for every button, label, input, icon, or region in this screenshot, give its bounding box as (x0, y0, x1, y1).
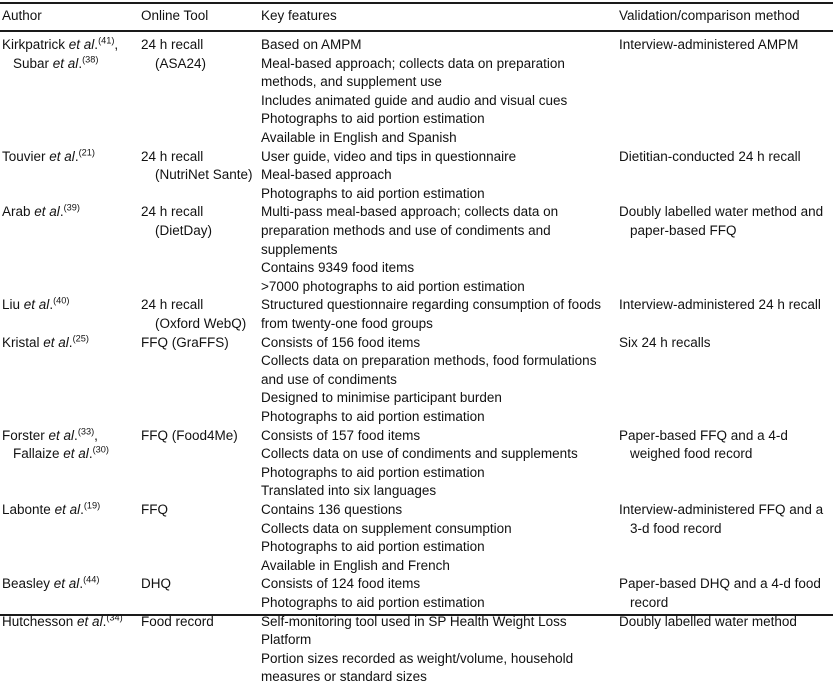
cell-key-features-line: Collects data on use of condiments and supplements (261, 446, 578, 462)
cell-validation-line: Paper-based FFQ and a 4-d (619, 427, 788, 443)
cell-validation-line: weighed food record (630, 446, 753, 462)
cell-key-features-line: from twenty-one food groups (261, 316, 433, 331)
cell-online-tool-line: (NutriNet Sante) (155, 167, 253, 183)
cell-key-features-line: User guide, video and tips in questionnaire (261, 148, 517, 164)
cell-key-features-line: Platform (261, 632, 312, 648)
cell-online-tool-line: 24 h recall (141, 148, 204, 164)
cell-author-line: Arab et al.$^{(39)}$ (2, 202, 80, 220)
cell-author-line: Beasley et al.$^{(44)}$ (2, 574, 100, 592)
cell-validation-line: Doubly labelled water method and (619, 204, 824, 220)
cell-online-tool-line: 24 h recall (141, 37, 204, 52)
cell-key-features-line: preparation methods and use of condiments and (261, 223, 551, 238)
cell-key-features-line: Portion sizes recorded as weight/volume, household (261, 650, 574, 666)
cell-key-features-line: Contains 136 questions (261, 502, 403, 517)
cell-key-features-line: Meal-based approach (261, 167, 392, 183)
cell-online-tool-line: (ASA24) (155, 55, 207, 71)
cell-key-features-line: Translated into six languages (261, 483, 437, 499)
cell-validation-line: Dietitian-conducted 24 h recall (619, 148, 801, 164)
cell-author-line: Fallaize et al.$^{(30)}$ (13, 444, 109, 462)
cell-key-features-line: Based on AMPM (261, 37, 362, 52)
cell-author-line: Touvier et al.$^{(21)}$ (2, 147, 95, 164)
cell-key-features-line: Structured questionnaire regarding consumption of foods (261, 297, 601, 313)
cell-online-tool-line: DHQ (141, 576, 171, 592)
cell-key-features-line: Contains 9349 food items (261, 260, 415, 276)
cell-key-features-line: Photographs to aid portion estimation (261, 111, 485, 127)
cell-key-features-line: Self-monitoring tool used in SP Health Weight Loss (261, 613, 567, 629)
cell-author-line: Forster et al.$^{(33)}$, (2, 426, 98, 443)
cell-online-tool-line: 24 h recall (141, 297, 204, 313)
cell-key-features-line: Consists of 156 food items (261, 334, 421, 350)
cell-key-features-line: Photographs to aid portion estimation (261, 185, 485, 201)
cell-validation-line: Interview-administered FFQ and a (619, 502, 824, 517)
cell-online-tool-line: Food record (141, 613, 214, 629)
column-header-key-features: Key features (261, 8, 337, 23)
cell-validation-line: paper-based FFQ (630, 223, 737, 238)
cell-key-features-line: Meal-based approach; collects data on preparation (261, 55, 565, 71)
cell-key-features-line: >7000 photographs to aid portion estimation (261, 278, 525, 294)
cell-author-line: Labonte et al.$^{(19)}$ (2, 500, 101, 517)
cell-validation-line: Interview-administered AMPM (619, 37, 799, 52)
cell-validation-line: 3-d food record (630, 520, 722, 536)
column-header-online-tool: Online Tool (141, 8, 209, 23)
cell-online-tool-line: FFQ (Food4Me) (141, 427, 238, 443)
cell-key-features-line: Photographs to aid portion estimation (261, 464, 485, 480)
cell-author-line: Kirkpatrick et al.$^{(41)}$, (2, 35, 119, 52)
cell-author-line: Liu et al.$^{(40)}$ (2, 295, 70, 313)
cell-online-tool-line: FFQ (GraFFS) (141, 334, 229, 350)
cell-validation-line: Interview-administered 24 h recall (619, 297, 821, 313)
column-header-validation: Validation/comparison method (619, 8, 800, 23)
cell-key-features-line: Collects data on preparation methods, food formulations (261, 353, 597, 369)
cell-online-tool-line: (DietDay) (155, 223, 213, 238)
cell-author-line: Kristal et al.$^{(25)}$ (2, 333, 89, 350)
cell-key-features-line: Includes animated guide and audio and visual cues (261, 92, 568, 108)
cell-key-features-line: Consists of 124 food items (261, 576, 421, 592)
cell-key-features-line: Photographs to aid portion estimation (261, 595, 485, 610)
cell-key-features-line: Designed to minimise participant burden (261, 390, 502, 406)
cell-key-features-line: methods, and supplement use (261, 74, 442, 90)
cell-online-tool-line: 24 h recall (141, 204, 204, 220)
cell-online-tool-line: FFQ (141, 502, 168, 517)
cell-key-features-line: Available in English and French (261, 557, 450, 573)
cell-key-features-line: Collects data on supplement consumption (261, 520, 512, 536)
cell-validation-line: Six 24 h recalls (619, 334, 711, 350)
cell-key-features-line: Consists of 157 food items (261, 427, 421, 443)
cell-key-features-line: Multi-pass meal-based approach; collects data on (261, 204, 559, 220)
cell-online-tool-line: (Oxford WebQ) (155, 316, 247, 331)
cell-validation-line: Paper-based DHQ and a 4-d food (619, 576, 821, 592)
cell-key-features-line: and use of condiments (261, 371, 397, 387)
cell-author-line: Hutchesson et al.$^{(34)}$ (2, 612, 123, 629)
cell-key-features-line: measures or standard sizes (261, 669, 427, 685)
cell-key-features-line: Available in English and Spanish (261, 130, 457, 145)
cell-key-features-line: Photographs to aid portion estimation (261, 539, 485, 555)
cell-key-features-line: supplements (261, 241, 338, 257)
column-header-author: Author (2, 8, 42, 23)
cell-validation-line: record (630, 595, 669, 610)
cell-validation-line: Doubly labelled water method (619, 613, 797, 629)
cell-key-features-line: Photographs to aid portion estimation (261, 409, 485, 424)
cell-author-line: Subar et al.$^{(38)}$ (13, 54, 99, 71)
